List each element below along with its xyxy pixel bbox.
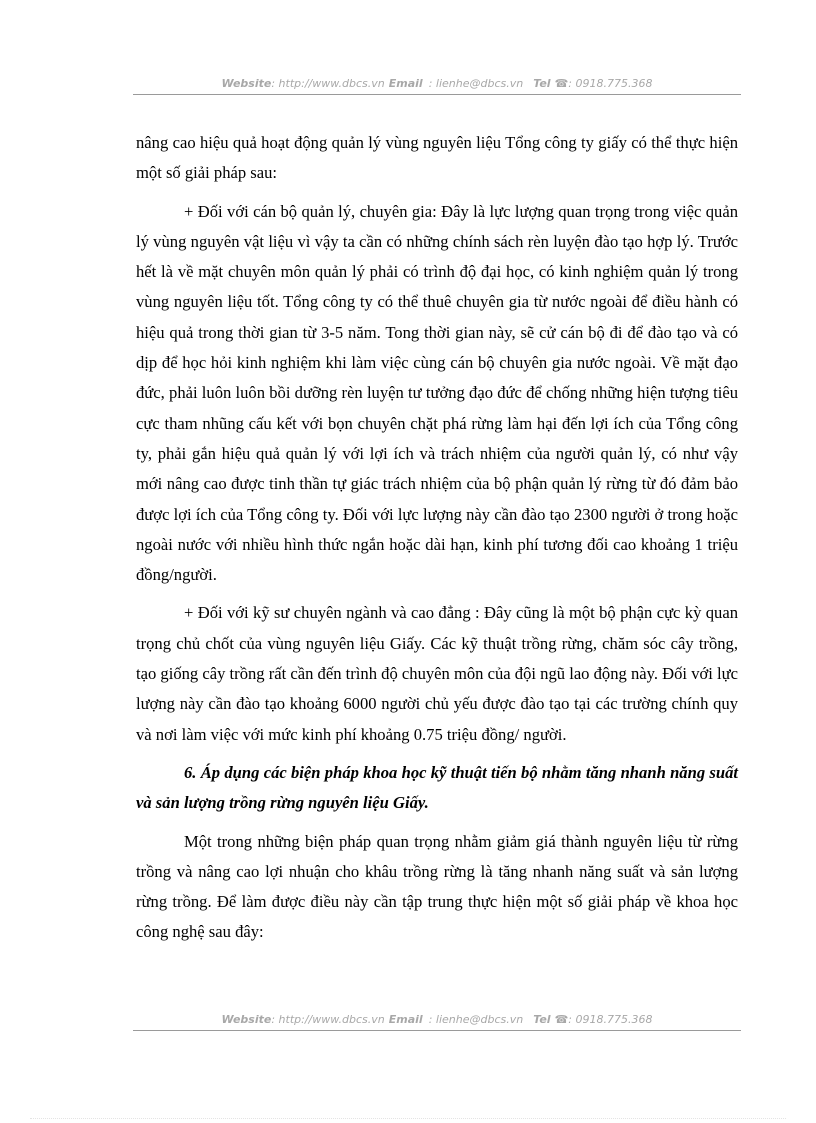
document-body bbox=[136, 128, 738, 956]
footer-email-link[interactable]: : lienhe@dbcs.vn bbox=[428, 1013, 524, 1026]
header-tel-value: : 0918.775.368 bbox=[568, 77, 653, 90]
footer-contact-bar bbox=[133, 1013, 741, 1027]
header-website-label: Website bbox=[221, 77, 272, 90]
page-edge-dots bbox=[30, 1118, 786, 1119]
header-email-label: Email bbox=[388, 77, 423, 90]
footer-divider bbox=[133, 1030, 741, 1031]
header-contact-bar bbox=[133, 77, 741, 91]
footer-tel-value: : 0918.775.368 bbox=[568, 1013, 653, 1026]
section-heading: 6. Áp dụng các biện pháp khoa học kỹ thuật tiến bộ nhằm tăng nhanh năng suất và sản lượng trồng rừng nguyên liệu Giấy. bbox=[136, 762, 738, 813]
phone-icon: ☎ bbox=[554, 77, 569, 90]
footer-email-label: Email bbox=[388, 1013, 423, 1026]
header-tel-label: Tel bbox=[533, 77, 551, 90]
header-divider bbox=[133, 94, 741, 95]
footer-tel-label: Tel bbox=[533, 1013, 551, 1026]
paragraph-intro: nâng cao hiệu quả hoạt động quản lý vùng nguyên liệu Tổng công ty giấy có thể thực hiện một số giải pháp sau: bbox=[136, 133, 738, 183]
footer-website-link[interactable]: : http://www.dbcs.vn bbox=[271, 1013, 385, 1026]
header-email-link[interactable]: : lienhe@dbcs.vn bbox=[428, 77, 524, 90]
paragraph-engineers: + Đối với kỹ sư chuyên ngành và cao đẳng : Đây cũng là một bộ phận cực kỳ quan trọng chủ chốt của vùng nguyên liệu Giấy. Các kỹ thuật trồng rừng, chăm sóc cây trồng, tạo giống cây trồng rất cần đến trình độ chuyên môn của đội ngũ lao động này. Đối với lực lượng này cần đào tạo khoảng 6000 người chủ yếu được đào tạo tại các trường chính quy và nơi làm việc với mức kinh phí khoảng 0.75 triệu đồng/ người. bbox=[136, 603, 738, 744]
paragraph-productivity: Một trong những biện pháp quan trọng nhằm giảm giá thành nguyên liệu từ rừng trồng và nâng cao lợi nhuận cho khâu trồng rừng là tăng nhanh năng suất và sản lượng rừng trồng. Để làm được điều này cần tập trung thực hiện một số giải pháp về khoa học công nghệ sau đây: bbox=[136, 831, 738, 942]
header-website-link[interactable]: : http://www.dbcs.vn bbox=[271, 77, 385, 90]
footer-website-label: Website bbox=[221, 1013, 272, 1026]
phone-icon: ☎ bbox=[554, 1013, 569, 1026]
paragraph-managers: + Đối với cán bộ quản lý, chuyên gia: Đây là lực lượng quan trọng trong việc quản lý vùng nguyên vật liệu vì vậy ta cần có những chính sách rèn luyện đào tạo hợp lý. Trước hết là về mặt chuyên môn quản lý phải có trình độ đại học, có kinh nghiệm quản lý trong vùng nguyên liệu tốt. Tổng công ty có thể thuê chuyên gia từ nước ngoài để điều hành có hiệu quả trong thời gian từ 3-5 năm. Tong thời gian này, sẽ cử cán bộ đi để đào tạo và có dịp để học hỏi kinh nghiệm khi làm việc cùng cán bộ chuyên gia nước ngoài. Về mặt đạo đức, phải luôn luôn bồi dưỡng rèn luyện tư tưởng đạo đức để chống những hiện tượng tiêu cực tham nhũng cấu kết với bọn chuyên chặt phá rừng làm hại đến lợi ích của Tổng công ty, phải gắn hiệu quả quản lý với lợi ích và trách nhiệm của người quản lý, có như vậy mới nâng cao được tinh thần tự giác trách nhiệm của bộ phận quản lý rừng từ đó đảm bảo được lợi ích của Tổng công ty. Đối với lực lượng này cần đào tạo 2300 người ở trong hoặc ngoài nước với nhiều hình thức ngắn hoặc dài hạn, kinh phí tương đối cao khoảng 1 triệu đồng/người. bbox=[136, 201, 738, 585]
